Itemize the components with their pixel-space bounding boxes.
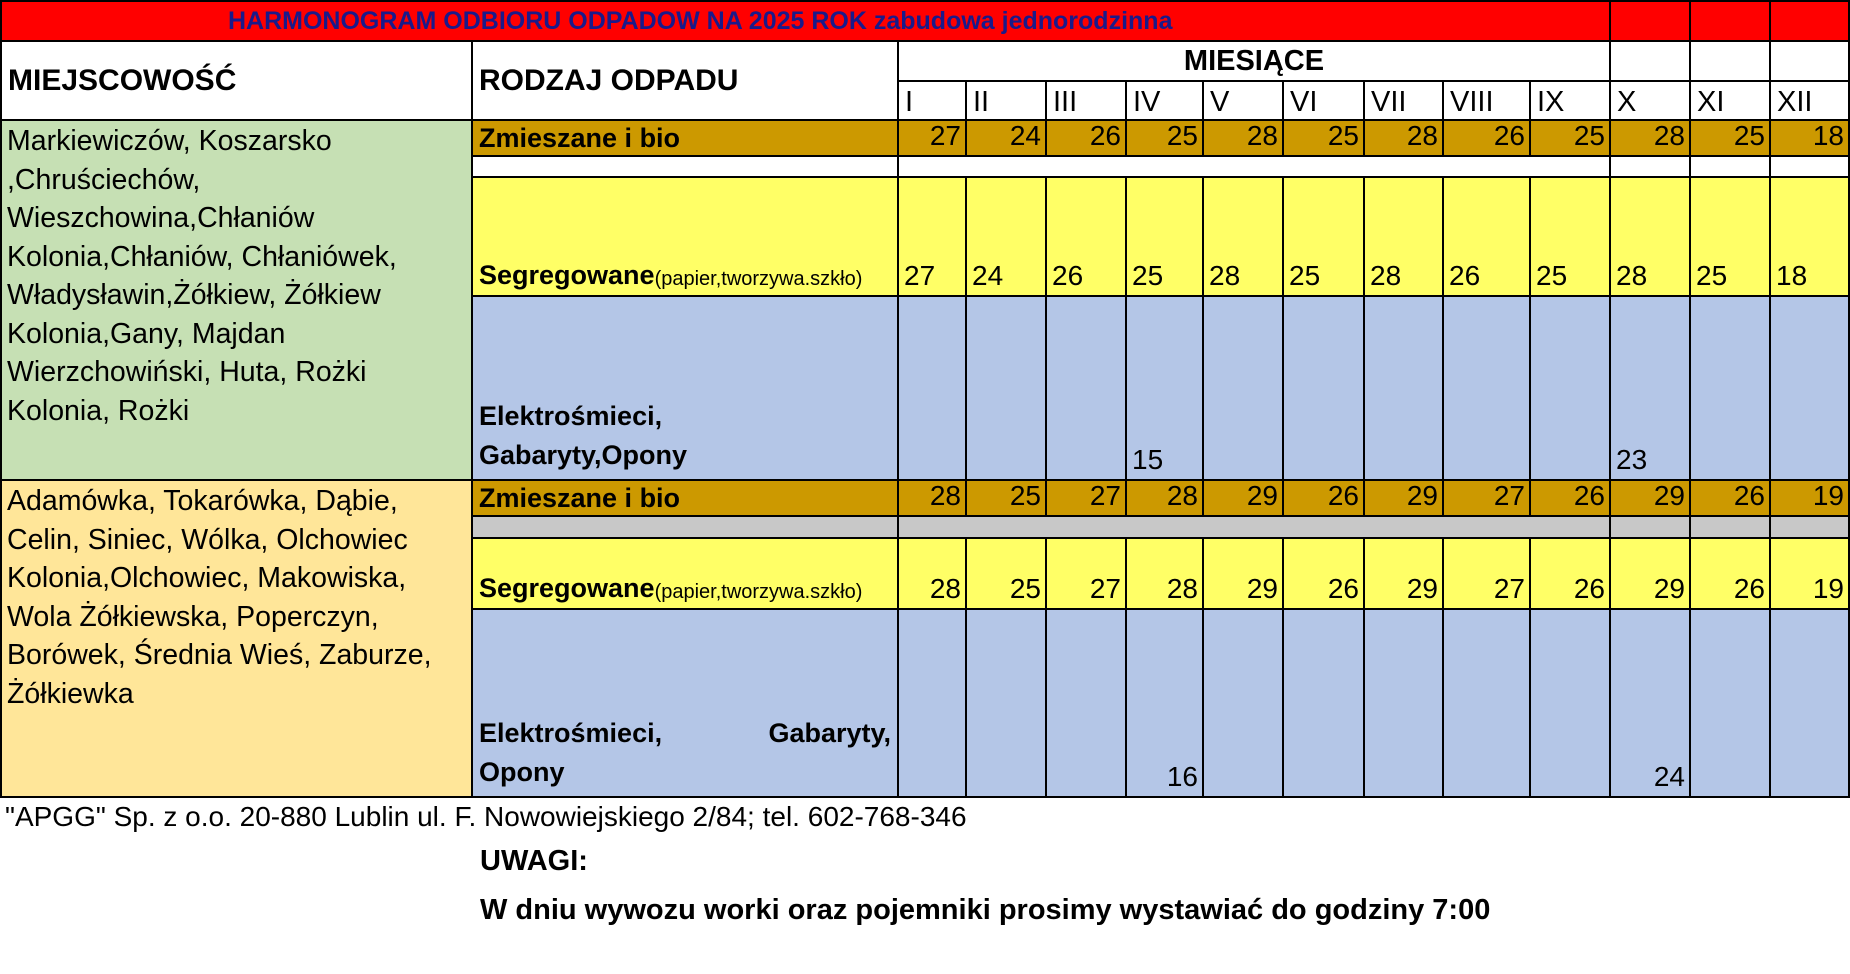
segregated-value: 25 — [1536, 260, 1568, 291]
months-header — [899, 42, 1611, 82]
segregated-cell — [899, 539, 967, 610]
electro-value: 15 — [1132, 444, 1164, 475]
segregated-cell — [1691, 539, 1771, 610]
segregated-value: 26 — [1449, 260, 1481, 291]
month-label: VII — [1371, 86, 1407, 118]
segregated-cell — [1444, 178, 1531, 297]
month-header-cell — [967, 82, 1047, 121]
mixed-bio-cell — [1204, 121, 1284, 157]
electro-cell — [1204, 610, 1284, 798]
electro-cell — [967, 297, 1047, 481]
title-filler-cell — [1611, 0, 1691, 42]
mixed-bio-cell — [1444, 121, 1531, 157]
segregated-value: 27 — [1493, 573, 1525, 604]
mixed-bio-cell — [1444, 481, 1531, 517]
month-header-cell — [1611, 82, 1691, 121]
mixed-bio-value: 25 — [1327, 121, 1359, 151]
electro-cell — [1284, 297, 1365, 481]
month-header-cell — [1444, 82, 1531, 121]
segregated-cell — [967, 539, 1047, 610]
month-header-cell — [899, 82, 967, 121]
segregated-sublabel: (papier,tworzywa.szkło) — [654, 581, 863, 603]
mixed-bio-cell — [1611, 481, 1691, 517]
electro-cell — [1047, 610, 1127, 798]
segregated-cell — [1047, 539, 1127, 610]
segregated-value: 26 — [1327, 573, 1359, 604]
locations-cell — [0, 121, 473, 481]
electro-cell — [1691, 610, 1771, 798]
mixed-bio-value: 28 — [1653, 121, 1685, 151]
notes-text: W dniu wywozu worki oraz pojemniki prosimy wystawiać do godziny 7:00 — [480, 894, 1491, 926]
segregated-label-cell — [473, 539, 899, 610]
month-label: VIII — [1450, 86, 1494, 118]
months-header-filler — [1611, 42, 1691, 82]
electro-cell — [1204, 297, 1284, 481]
electro-cell — [1284, 610, 1365, 798]
company-footer: "APGG" Sp. z o.o. 20-880 Lublin ul. F. Nowowiejskiego 2/84; tel. 602-768-346 — [5, 801, 967, 832]
location-header-label: MIEJSCOWOŚĆ — [8, 63, 237, 97]
mixed-bio-label-cell — [473, 121, 899, 157]
month-label: XI — [1697, 86, 1725, 118]
segregated-cell — [1531, 178, 1611, 297]
month-label: XII — [1777, 86, 1813, 118]
mixed-bio-label-cell — [473, 481, 899, 517]
separator-cell — [899, 157, 1611, 178]
segregated-value: 26 — [1052, 260, 1084, 291]
mixed-bio-value: 29 — [1246, 481, 1278, 511]
months-header-filler — [1691, 42, 1771, 82]
segregated-cell — [1771, 539, 1850, 610]
segregated-label-cell — [473, 178, 899, 297]
segregated-value: 28 — [1616, 260, 1648, 291]
mixed-bio-value: 27 — [1493, 481, 1525, 511]
month-label: IV — [1133, 86, 1161, 118]
electro-label-cell — [473, 610, 899, 798]
title-cell — [0, 0, 1611, 42]
mixed-bio-value: 29 — [1406, 481, 1438, 511]
mixed-bio-value: 25 — [1573, 121, 1605, 151]
month-header-cell — [1127, 82, 1204, 121]
separator-cell — [473, 517, 899, 539]
mixed-bio-cell — [1531, 121, 1611, 157]
segregated-value: 25 — [1289, 260, 1321, 291]
mixed-bio-cell — [1531, 481, 1611, 517]
month-header-cell — [1284, 82, 1365, 121]
mixed-bio-cell — [1691, 121, 1771, 157]
electro-cell — [899, 297, 967, 481]
electro-cell — [1611, 610, 1691, 798]
segregated-value: 28 — [1166, 573, 1198, 604]
separator-cell — [1771, 157, 1850, 178]
separator-cell — [899, 517, 1611, 539]
segregated-value: 26 — [1733, 573, 1765, 604]
segregated-cell — [1047, 178, 1127, 297]
segregated-cell — [1611, 539, 1691, 610]
electro-cell — [1127, 610, 1204, 798]
electro-label-line: Elektrośmieci, — [479, 401, 663, 431]
electro-value: 24 — [1653, 761, 1685, 792]
segregated-sublabel: (papier,tworzywa.szkło) — [654, 268, 863, 290]
mixed-bio-value: 27 — [929, 121, 961, 151]
segregated-value: 28 — [1370, 260, 1402, 291]
mixed-bio-cell — [967, 481, 1047, 517]
segregated-cell — [1204, 539, 1284, 610]
segregated-cell — [1611, 178, 1691, 297]
mixed-bio-cell — [899, 481, 967, 517]
segregated-value: 27 — [1089, 573, 1121, 604]
mixed-bio-label: Zmieszane i bio — [479, 122, 681, 153]
mixed-bio-cell — [1047, 481, 1127, 517]
mixed-bio-value: 26 — [1733, 481, 1765, 511]
locations-list: Adamówka, Tokarówka, Dąbie, Celin, Siniec, Wólka, Olchowiec Kolonia,Olchowiec, Makowiska, Wola Żółkiewska, Poperczyn, Borówek, Średnia Wieś, Zaburze, Żółkiewka — [7, 485, 432, 710]
mixed-bio-value: 28 — [929, 481, 961, 511]
mixed-bio-value: 26 — [1493, 121, 1525, 151]
segregated-value: 19 — [1812, 573, 1844, 604]
electro-cell — [1365, 297, 1444, 481]
month-header-cell — [1365, 82, 1444, 121]
electro-label-part: Gabaryty, — [768, 718, 891, 748]
separator-cell — [1611, 157, 1691, 178]
months-header-filler — [1771, 42, 1850, 82]
segregated-value: 29 — [1406, 573, 1438, 604]
segregated-cell — [1127, 178, 1204, 297]
electro-cell — [1047, 297, 1127, 481]
month-label: I — [905, 86, 914, 118]
month-header-cell — [1531, 82, 1611, 121]
mixed-bio-cell — [899, 121, 967, 157]
segregated-value: 25 — [1132, 260, 1164, 291]
month-label: II — [973, 86, 990, 118]
mixed-bio-cell — [1284, 121, 1365, 157]
mixed-bio-cell — [1771, 481, 1850, 517]
notes-title: UWAGI: — [480, 845, 588, 877]
title-filler-cell — [1691, 0, 1771, 42]
electro-cell — [1365, 610, 1444, 798]
electro-cell — [1691, 297, 1771, 481]
mixed-bio-cell — [1365, 121, 1444, 157]
segregated-label: Segregowane — [479, 260, 655, 290]
segregated-cell — [1691, 178, 1771, 297]
segregated-cell — [1771, 178, 1850, 297]
electro-cell — [1611, 297, 1691, 481]
mixed-bio-cell — [1284, 481, 1365, 517]
waste-type-header — [473, 42, 899, 121]
title-filler-cell — [1771, 0, 1850, 42]
month-label: X — [1617, 86, 1637, 118]
months-header-label: MIESIĄCE — [1183, 44, 1325, 77]
locations-list: Markiewiczów, Koszarsko ,Chruściechów, Wieszchowina,Chłaniów Kolonia,Chłaniów, Chłaniówek, Władysławin,Żółkiew, Żółkiew Kolonia,Gany, Majdan Wierzchowiński, Huta, Rożki Kolonia, Rożki — [7, 125, 397, 427]
segregated-cell — [1531, 539, 1611, 610]
month-label: IX — [1537, 86, 1565, 118]
month-label: III — [1053, 86, 1078, 118]
electro-cell — [1444, 610, 1531, 798]
electro-label-line: Opony — [479, 757, 565, 787]
mixed-bio-value: 28 — [1406, 121, 1438, 151]
electro-cell — [899, 610, 967, 798]
electro-value: 23 — [1616, 444, 1648, 475]
location-header — [0, 42, 473, 121]
segregated-label: Segregowane — [479, 573, 655, 603]
mixed-bio-cell — [1204, 481, 1284, 517]
segregated-cell — [1284, 539, 1365, 610]
mixed-bio-value: 26 — [1089, 121, 1121, 151]
segregated-value: 28 — [1209, 260, 1241, 291]
mixed-bio-value: 28 — [1166, 481, 1198, 511]
electro-value: 16 — [1166, 761, 1198, 792]
separator-cell — [473, 157, 899, 178]
electro-cell — [1444, 297, 1531, 481]
mixed-bio-value: 28 — [1246, 121, 1278, 151]
electro-cell — [1771, 297, 1850, 481]
mixed-bio-value: 25 — [1166, 121, 1198, 151]
page-title: HARMONOGRAM ODBIORU ODPADOW NA 2025 ROK zabudowa jednorodzinna — [228, 6, 1173, 35]
segregated-cell — [1127, 539, 1204, 610]
month-label: V — [1210, 86, 1230, 118]
mixed-bio-cell — [1691, 481, 1771, 517]
segregated-value: 29 — [1653, 573, 1685, 604]
month-header-cell — [1047, 82, 1127, 121]
segregated-cell — [967, 178, 1047, 297]
separator-cell — [1771, 517, 1850, 539]
segregated-value: 24 — [972, 260, 1004, 291]
electro-label-cell — [473, 297, 899, 481]
segregated-value: 25 — [1696, 260, 1728, 291]
electro-label-line — [479, 714, 897, 753]
segregated-cell — [899, 178, 967, 297]
mixed-bio-label: Zmieszane i bio — [479, 482, 681, 513]
waste-type-header-label: RODZAJ ODPADU — [479, 63, 739, 97]
mixed-bio-cell — [1771, 121, 1850, 157]
separator-cell — [1691, 157, 1771, 178]
segregated-cell — [1284, 178, 1365, 297]
mixed-bio-value: 19 — [1812, 481, 1844, 511]
month-label: VI — [1290, 86, 1318, 118]
mixed-bio-value: 29 — [1653, 481, 1685, 511]
mixed-bio-value: 25 — [1733, 121, 1765, 151]
segregated-cell — [1204, 178, 1284, 297]
mixed-bio-cell — [1611, 121, 1691, 157]
mixed-bio-value: 26 — [1573, 481, 1605, 511]
mixed-bio-value: 18 — [1812, 121, 1844, 151]
electro-cell — [1127, 297, 1204, 481]
segregated-cell — [1444, 539, 1531, 610]
electro-cell — [1531, 297, 1611, 481]
mixed-bio-cell — [1127, 121, 1204, 157]
electro-label-part: Elektrośmieci, — [479, 718, 663, 748]
segregated-cell — [1365, 539, 1444, 610]
mixed-bio-value: 27 — [1089, 481, 1121, 511]
mixed-bio-value: 25 — [1009, 481, 1041, 511]
segregated-value: 28 — [929, 573, 961, 604]
electro-cell — [1531, 610, 1611, 798]
month-header-cell — [1691, 82, 1771, 121]
electro-cell — [1771, 610, 1850, 798]
mixed-bio-cell — [1127, 481, 1204, 517]
segregated-value: 25 — [1009, 573, 1041, 604]
segregated-value: 26 — [1573, 573, 1605, 604]
separator-cell — [1611, 517, 1691, 539]
segregated-cell — [1365, 178, 1444, 297]
locations-cell — [0, 481, 473, 798]
segregated-value: 27 — [904, 260, 936, 291]
month-header-cell — [1771, 82, 1850, 121]
month-header-cell — [1204, 82, 1284, 121]
mixed-bio-value: 26 — [1327, 481, 1359, 511]
mixed-bio-cell — [967, 121, 1047, 157]
electro-label-line: Gabaryty,Opony — [479, 440, 688, 470]
separator-cell — [1691, 517, 1771, 539]
mixed-bio-cell — [1365, 481, 1444, 517]
segregated-value: 18 — [1776, 260, 1808, 291]
mixed-bio-cell — [1047, 121, 1127, 157]
electro-cell — [967, 610, 1047, 798]
mixed-bio-value: 24 — [1009, 121, 1041, 151]
segregated-value: 29 — [1246, 573, 1278, 604]
